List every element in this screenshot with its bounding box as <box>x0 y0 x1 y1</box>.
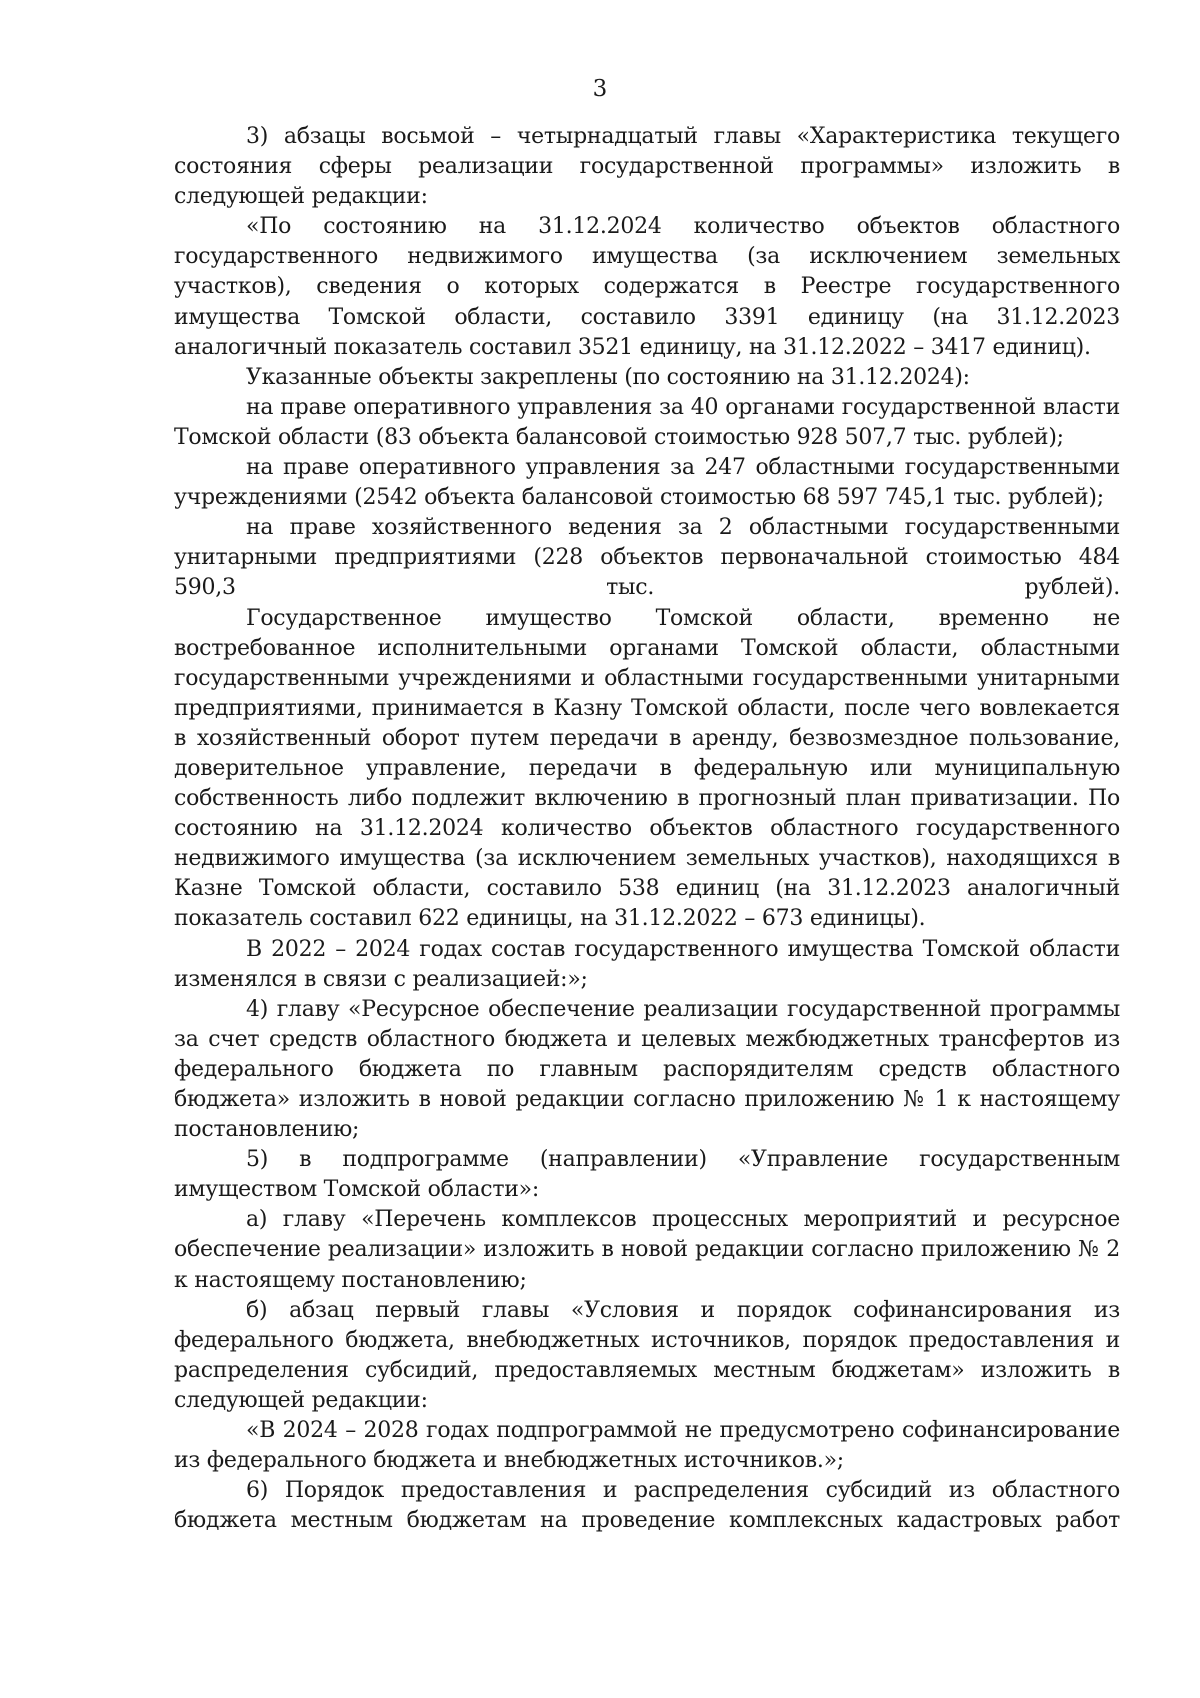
paragraph-item-4: 4) главу «Ресурсное обеспечение реализации государственной программы за счет средств областного бюджета и целевых межбюджетных трансфертов из федерального бюджета по главным распорядителям средств областного бюджета» изложить в новой редакции согласно приложению № 1 к настоящему постановлению; <box>174 996 1120 1143</box>
paragraph-objects-assigned: Указанные объекты закреплены (по состоянию на 31.12.2024): <box>246 364 970 390</box>
page-number: 3 <box>592 76 608 102</box>
paragraph-item-5a: а) главу «Перечень комплексов процессных мероприятий и ресурсное обеспечение реализации» изложить в новой редакции согласно приложению № 2 к настоящему постановлению; <box>174 1207 1120 1293</box>
paragraph-economic-enterprises: на праве хозяйственного ведения за 2 областными государственными унитарными предприятиями (228 объектов первоначальной стоимостью 484 590,3 тыс. рублей). <box>174 515 1120 601</box>
paragraph-item-5b: б) абзац первый главы «Условия и порядок софинансирования из федерального бюджета, внебюджетных источников, порядок предоставления и распределения субсидий, предоставляемых местным бюджетам» изложить в следующей редакции: <box>174 1297 1120 1413</box>
paragraph-composition-changes: В 2022 – 2024 годах состав государственного имущества Томской области изменялся в связи с реализацией:»; <box>174 936 1120 992</box>
paragraph-objects-count: «По состоянию на 31.12.2024 количество объектов областного государственного недвижимого имущества (за исключением земельных участков), сведения о которых содержатся в Реестре государственного имущества Томской области, составило 3391 единицу (на 31.12.2023 аналогичный показатель составил 3521 единицу, на 31.12.2022 – 3417 единиц). <box>174 214 1120 360</box>
paragraph-operational-institutions: на праве оперативного управления за 247 областными государственными учреждениями (2542 объекта балансовой стоимостью 68 597 745,1 тыс. рублей); <box>174 455 1120 511</box>
paragraph-operational-authorities: на праве оперативного управления за 40 органами государственной власти Томской области (83 объекта балансовой стоимостью 928 507,7 тыс. рублей); <box>174 394 1120 450</box>
paragraph-item-3-intro: 3) абзацы восьмой – четырнадцатый главы «Характеристика текущего состояния сферы реализации государственной программы» изложить в следующей редакции: <box>174 124 1120 210</box>
paragraph-item-6: 6) Порядок предоставления и распределения субсидий из областного бюджета местным бюджетам на проведение комплексных кадастровых работ <box>174 1478 1120 1534</box>
paragraph-cofinancing-quote: «В 2024 – 2028 годах подпрограммой не предусмотрено софинансирование из федерального бюджета и внебюджетных источников.»; <box>174 1418 1120 1474</box>
paragraph-treasury: Государственное имущество Томской области, временно не востребованное исполнительными органами Томской области, областными государственными учреждениями и областными государственными унитарными предприятиями, принимается в Казну Томской области, после чего вовлекается в хозяйственный оборот путем передачи в аренду, безвозмездное пользование, доверительное управление, передачи в федеральную или муниципальную собственность либо подлежит включению в прогнозный план приватизации. По состоянию на 31.12.2024 количество объектов областного государственного недвижимого имущества (за исключением земельных участков), находящихся в Казне Томской области, составило 538 единиц (на 31.12.2023 аналогичный показатель составил 622 единицы, на 31.12.2022 – 673 единицы). <box>174 605 1120 932</box>
paragraph-item-5: 5) в подпрограмме (направлении) «Управление государственным имуществом Томской области»: <box>174 1147 1120 1203</box>
document-body <box>174 122 1120 1536</box>
